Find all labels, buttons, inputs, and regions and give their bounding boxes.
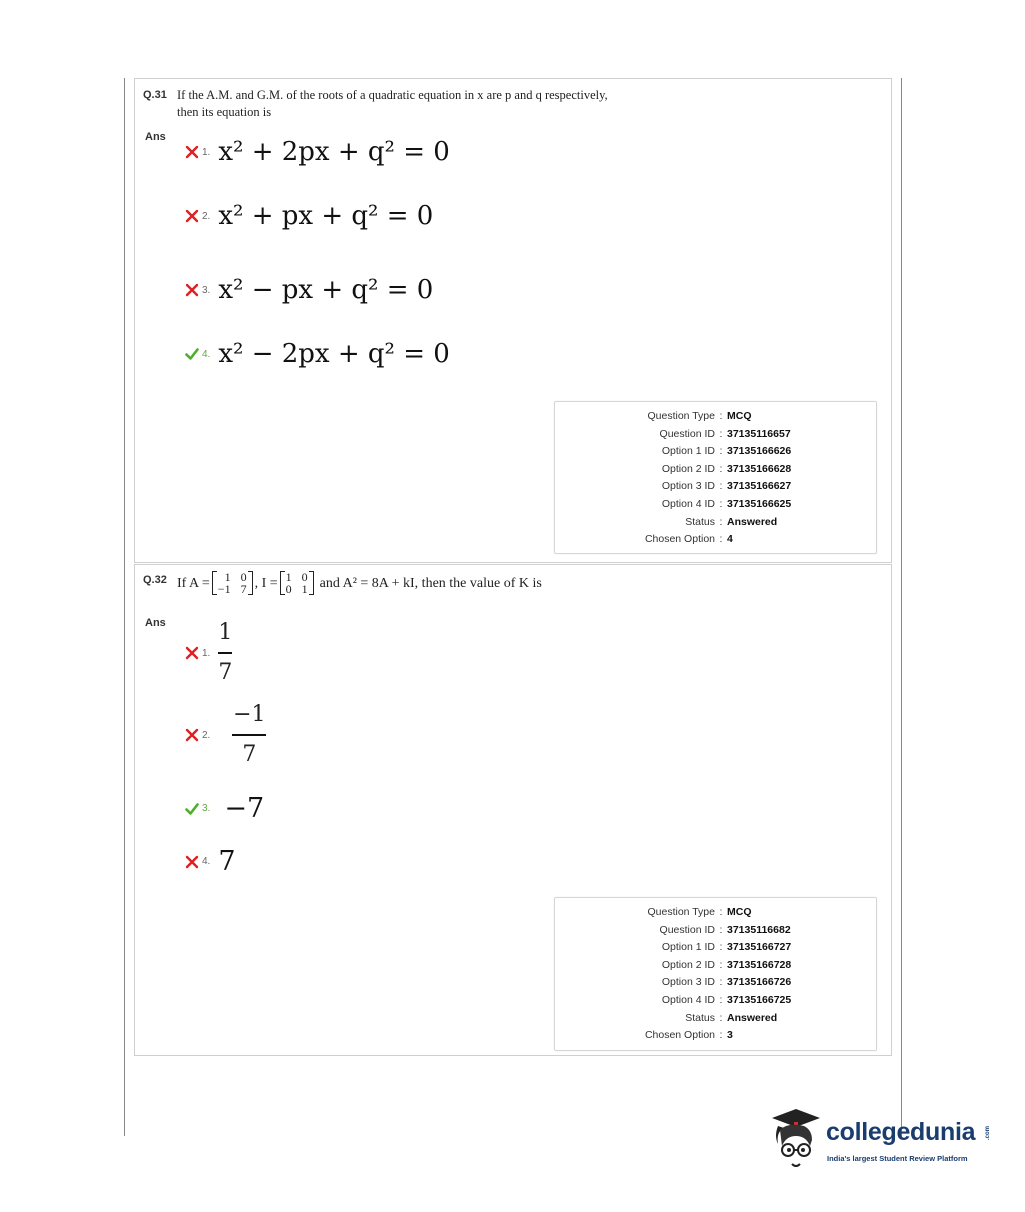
option-number: 1. <box>202 146 211 158</box>
option-expression: x² + 2px + q² = 0 <box>218 137 450 167</box>
option-1 <box>185 137 450 167</box>
info-row: Chosen Option : 3 <box>555 1029 876 1047</box>
matrix-cell: 0 <box>301 570 308 584</box>
info-value: 37135166725 <box>727 993 792 1006</box>
cross-icon <box>185 209 199 223</box>
info-label: Status <box>685 515 715 528</box>
info-row: Option 4 ID : 37135166625 <box>555 498 876 516</box>
info-row: Option 2 ID : 37135166728 <box>555 959 876 977</box>
option-number: 2. <box>202 210 211 222</box>
info-label: Chosen Option <box>644 1029 715 1042</box>
question-text-prefix: If A = <box>177 575 210 591</box>
option-2 <box>185 703 266 767</box>
logo-tagline: India's largest Student Review Platform <box>827 1154 968 1163</box>
info-value: 4 <box>727 533 733 546</box>
option-expression: x² + px + q² = 0 <box>218 201 434 231</box>
info-row: Chosen Option : 4 <box>555 533 876 551</box>
option-value: 7 <box>218 846 236 877</box>
collegedunia-logo <box>766 1104 996 1174</box>
matrix-cell: 1 <box>224 570 231 584</box>
question-text-mid: , I = <box>254 575 278 591</box>
option-number: 3. <box>202 803 211 814</box>
info-row: Option 3 ID : 37135166627 <box>555 480 876 498</box>
question-number: Q.31 <box>143 89 167 101</box>
info-value: MCQ <box>727 906 752 918</box>
ans-label: Ans <box>145 617 166 629</box>
fraction-bar <box>218 652 232 654</box>
question-31-card <box>134 78 892 563</box>
info-row: Option 1 ID : 37135166727 <box>555 941 876 959</box>
option-number: 3. <box>202 284 211 296</box>
cross-icon <box>185 283 199 297</box>
option-3 <box>185 275 433 305</box>
page-right-rule <box>901 78 902 1138</box>
option-1 <box>185 621 232 685</box>
info-label: Question ID <box>659 427 715 440</box>
option-number: 4. <box>202 348 211 360</box>
info-row: Question ID : 37135116682 <box>555 924 876 942</box>
info-row: Status : Answered <box>555 1012 876 1030</box>
option-2 <box>185 201 433 231</box>
info-value: 37135166625 <box>727 497 792 510</box>
info-label: Option 2 ID <box>661 462 715 475</box>
option-expression: x² − px + q² = 0 <box>218 275 434 305</box>
info-value: 37135166627 <box>727 480 792 493</box>
info-label: Question ID <box>659 923 715 936</box>
mascot-icon <box>766 1106 826 1172</box>
cross-icon <box>185 728 199 742</box>
question-number: Q.32 <box>143 574 167 586</box>
info-row: Option 4 ID : 37135166725 <box>555 994 876 1012</box>
matrix-cell: 1 <box>285 570 292 584</box>
info-label: Chosen Option <box>644 533 715 546</box>
info-label: Option 4 ID <box>661 497 715 510</box>
ans-label: Ans <box>145 131 166 143</box>
info-label: Option 1 ID <box>661 445 715 458</box>
question-text-line2: then its equation is <box>177 105 272 119</box>
check-icon <box>185 347 199 361</box>
info-row: Question Type : MCQ <box>555 410 876 428</box>
info-value: Answered <box>727 1011 778 1024</box>
fraction-bar <box>232 734 266 736</box>
matrix-cell: 0 <box>240 570 247 584</box>
info-value: MCQ <box>727 410 752 422</box>
matrix-cell: 1 <box>301 582 308 596</box>
fraction-numerator: 1 <box>218 620 233 645</box>
info-label: Option 2 ID <box>661 958 715 971</box>
cross-icon <box>185 145 199 159</box>
option-fraction <box>218 621 232 685</box>
question-text <box>177 87 608 121</box>
fraction-denominator: 7 <box>242 742 257 767</box>
info-label: Question Type <box>647 410 715 422</box>
info-value: 37135166727 <box>727 941 792 954</box>
info-value: 37135166628 <box>727 462 792 475</box>
info-value: 37135166728 <box>727 958 792 971</box>
option-4 <box>185 846 236 877</box>
info-row: Question ID : 37135116657 <box>555 428 876 446</box>
info-label: Question Type <box>647 906 715 918</box>
option-4 <box>185 339 450 369</box>
option-number: 1. <box>202 647 211 659</box>
info-label: Option 4 ID <box>661 993 715 1006</box>
question-32-card <box>134 564 892 1056</box>
cross-icon <box>185 646 199 660</box>
question-info-panel <box>554 401 877 554</box>
info-label: Option 1 ID <box>661 941 715 954</box>
matrix-cell: 7 <box>240 582 247 596</box>
fraction-denominator: 7 <box>218 660 233 685</box>
info-value: 37135116682 <box>727 923 791 936</box>
info-value: Answered <box>727 515 778 528</box>
matrix-a <box>212 571 253 595</box>
option-3 <box>185 793 264 824</box>
question-text-suffix: and A² = 8A + kI, then the value of K is <box>319 575 542 591</box>
info-label: Option 3 ID <box>661 480 715 493</box>
option-number: 4. <box>202 856 211 867</box>
info-row: Question Type : MCQ <box>555 906 876 924</box>
info-label: Status <box>685 1011 715 1024</box>
info-row: Option 1 ID : 37135166626 <box>555 445 876 463</box>
fraction-numerator: −1 <box>233 702 266 727</box>
info-value: 37135116657 <box>727 427 791 440</box>
info-value: 37135166626 <box>727 445 792 458</box>
matrix-cell: 0 <box>285 582 292 596</box>
option-expression: x² − 2px + q² = 0 <box>218 339 450 369</box>
logo-text: collegedunia <box>826 1118 976 1146</box>
matrix-cell: −1 <box>217 582 231 596</box>
page-left-rule <box>124 78 125 1136</box>
option-value: −7 <box>224 793 265 824</box>
info-row: Status : Answered <box>555 516 876 534</box>
question-text-line1: If the A.M. and G.M. of the roots of a quadratic equation in x are p and q respectively, <box>177 88 608 102</box>
logo-suffix: .com <box>985 1126 991 1141</box>
matrix-i <box>280 571 314 595</box>
option-number: 2. <box>202 729 211 741</box>
info-value: 3 <box>727 1029 733 1042</box>
question-info-panel <box>554 897 877 1051</box>
option-fraction <box>232 703 266 767</box>
cross-icon <box>185 855 199 869</box>
info-row: Option 3 ID : 37135166726 <box>555 976 876 994</box>
info-value: 37135166726 <box>727 976 792 989</box>
question-text <box>177 571 542 595</box>
info-label: Option 3 ID <box>661 976 715 989</box>
check-icon <box>185 802 199 816</box>
info-row: Option 2 ID : 37135166628 <box>555 463 876 481</box>
